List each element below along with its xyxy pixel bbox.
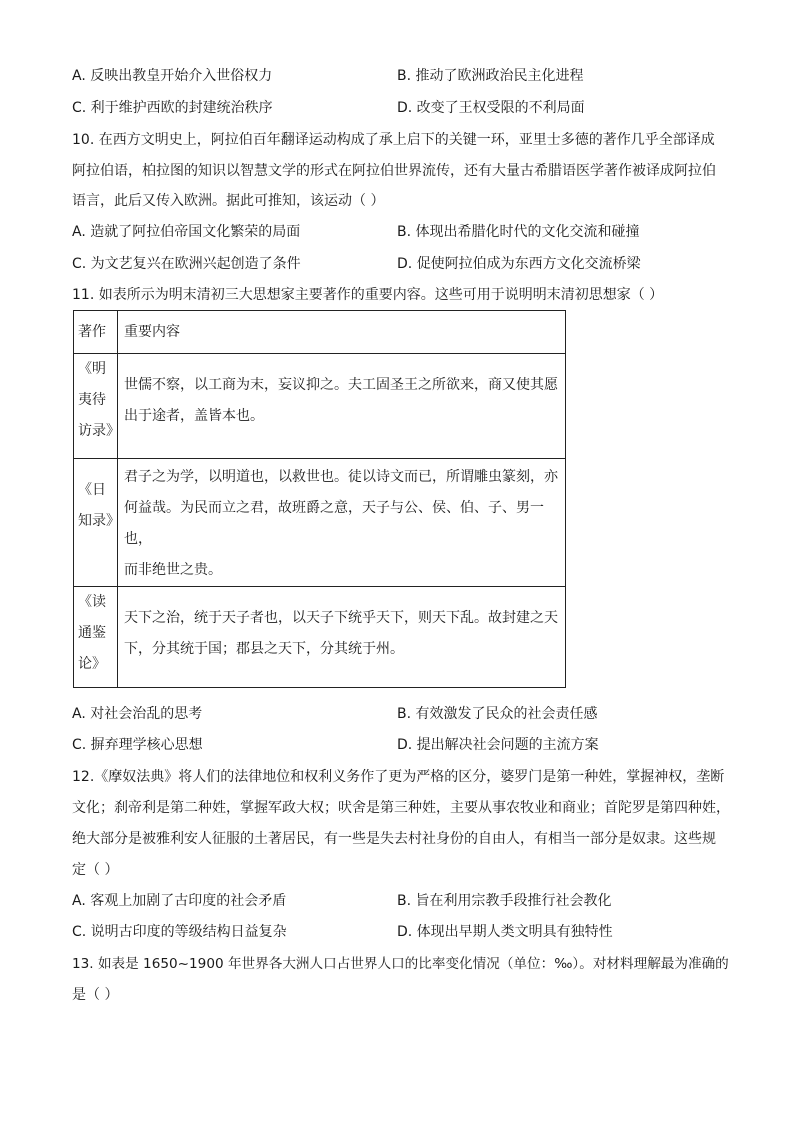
table-header-content: 重要内容 — [118, 311, 566, 354]
work-content: 天下之治，统于天子者也，以天子下统乎天下，则天下乱。故封建之天 下，分其统于国；郡县之天下，分其统于州。 — [118, 587, 566, 688]
q9-option-c[interactable]: C. 利于维护西欧的封建统治秩序 — [72, 100, 273, 116]
q10-stem-line-2: 阿拉伯语，柏拉图的知识以智慧文学的形式在阿拉伯世界流传，还有大量古希腊语医学著作被译成阿拉伯 — [72, 163, 716, 179]
q12-option-a[interactable]: A. 客观上加剧了古印度的社会矛盾 — [72, 893, 287, 909]
q12-stem-line-2: 文化；刹帝利是第二种姓，掌握军政大权；吠舍是第三种姓，主要从事农牧业和商业；首陀罗是第四种姓， — [72, 800, 730, 816]
q10-stem-line-3: 语言，此后又传入欧洲。据此可推知，该运动（ ） — [72, 193, 385, 209]
q11-option-a[interactable]: A. 对社会治乱的思考 — [72, 706, 203, 722]
table-header-work: 著作 — [74, 311, 118, 354]
q10-option-c[interactable]: C. 为文艺复兴在欧洲兴起创造了条件 — [72, 256, 301, 272]
q9-option-d[interactable]: D. 改变了王权受限的不利局面 — [397, 100, 585, 116]
work-title: 《日 知录》 — [74, 459, 118, 587]
q9-option-b[interactable]: B. 推动了欧洲政治民主化进程 — [397, 68, 584, 84]
q13-stem-line-1: 13. 如表是 1650~1900 年世界各大洲人口占世界人口的比率变化情况（单位：‰）。对材料理解最为准确的 — [72, 956, 729, 972]
q12-stem-line-1: 12.《摩奴法典》将人们的法律地位和权利义务作了更为严格的区分，婆罗门是第一种姓，掌握神权，垄断 — [72, 769, 725, 785]
q12-option-d[interactable]: D. 体现出早期人类文明具有独特性 — [397, 924, 613, 940]
q11-option-c[interactable]: C. 摒弃理学核心思想 — [72, 737, 203, 753]
q12-stem-line-3: 绝大部分是被雅利安人征服的土著居民，有一些是失去村社身份的自由人，有相当一部分是奴隶。这些规 — [72, 831, 716, 847]
q13-stem-line-2: 是（ ） — [72, 987, 119, 1003]
table-header-row — [74, 311, 566, 354]
q10-option-b[interactable]: B. 体现出希腊化时代的文化交流和碰撞 — [397, 224, 640, 240]
q10-stem-line-1: 10. 在西方文明史上，阿拉伯百年翻译运动构成了承上启下的关键一环，亚里士多德的著作几乎全部译成 — [72, 132, 715, 148]
table-row — [74, 587, 566, 688]
work-content: 世儒不察，以工商为末，妄议抑之。夫工固圣王之所欲来，商又使其愿 出于途者，盖皆本也。 — [118, 354, 566, 459]
work-title: 《明 夷待 访录》 — [74, 354, 118, 459]
q10-option-a[interactable]: A. 造就了阿拉伯帝国文化繁荣的局面 — [72, 224, 301, 240]
q12-stem-line-4: 定（ ） — [72, 862, 119, 878]
table-row — [74, 354, 566, 459]
table-row — [74, 459, 566, 587]
thinkers-works-table — [73, 310, 566, 688]
q11-stem-line-1: 11. 如表所示为明末清初三大思想家主要著作的重要内容。这些可用于说明明末清初思想家（ ） — [72, 287, 664, 303]
q12-option-c[interactable]: C. 说明古印度的等级结构日益复杂 — [72, 924, 287, 940]
q9-option-a[interactable]: A. 反映出教皇开始介入世俗权力 — [72, 68, 273, 84]
work-content: 君子之为学，以明道也，以救世也。徒以诗文而已，所谓雕虫篆刻，亦 何益哉。为民而立之君，故班爵之意，天子与公、侯、伯、子、男一也， 而非绝世之贵。 — [118, 459, 566, 587]
q12-option-b[interactable]: B. 旨在利用宗教手段推行社会教化 — [397, 893, 612, 909]
q10-option-d[interactable]: D. 促使阿拉伯成为东西方文化交流桥梁 — [397, 256, 641, 272]
work-title: 《读 通鉴 论》 — [74, 587, 118, 688]
q11-option-d[interactable]: D. 提出解决社会问题的主流方案 — [397, 737, 599, 753]
q11-option-b[interactable]: B. 有效激发了民众的社会责任感 — [397, 706, 598, 722]
